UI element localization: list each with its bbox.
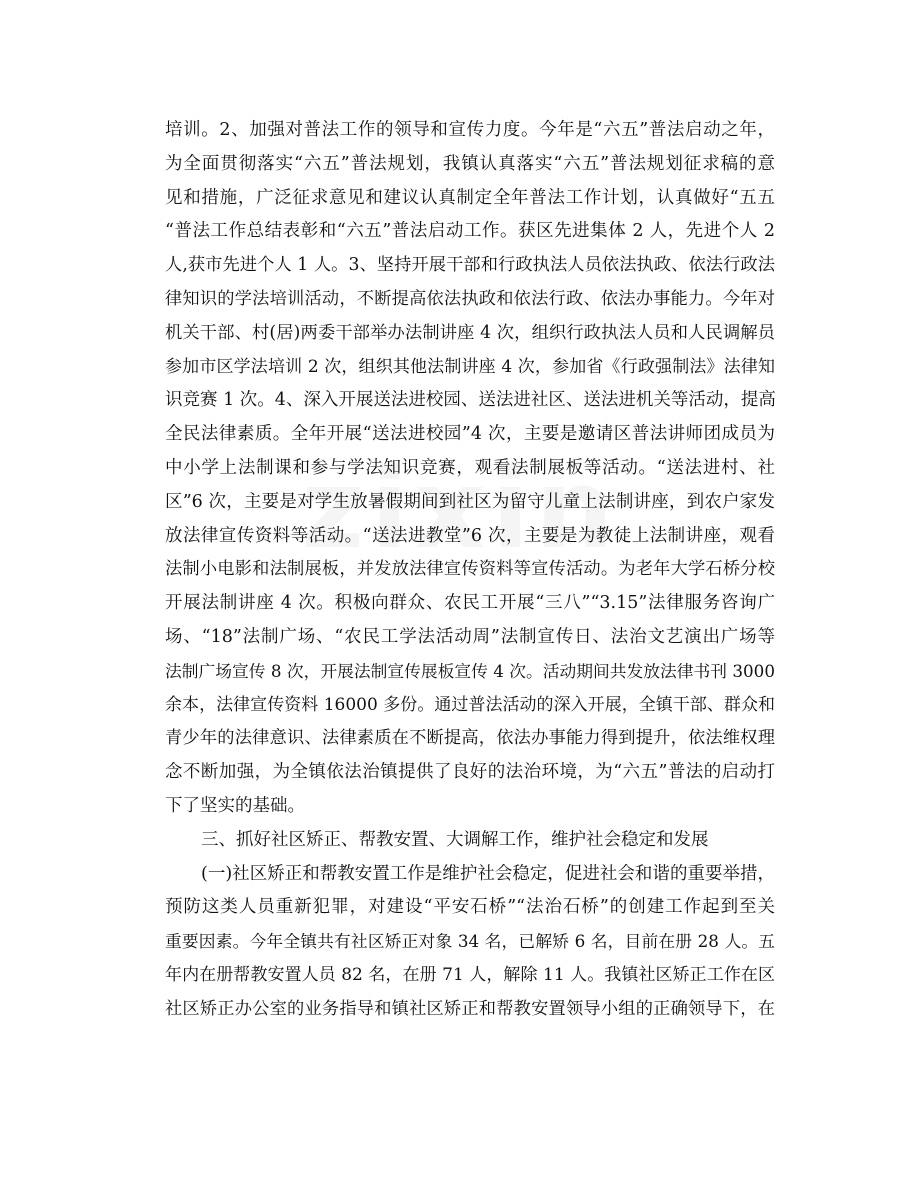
text-line: 法制广场宣传 8 次，开展法制宣传展板宣传 4 次。活动期间共发放法律书刊 3000 (165, 660, 775, 681)
text-line: 念不断加强，为全镇依法治镇提供了良好的法治环境，为“六五”普法的启动打 (165, 762, 775, 783)
text-line: 法制小电影和法制展板，并发放法律宣传资料等宣传活动。为老年大学石桥分校 (165, 559, 775, 580)
text-line: 为全面贯彻落实“六五”普法规划，我镇认真落实“六五”普法规划征求稿的意 (165, 153, 775, 174)
text-line: 律知识的学法培训活动，不断提高依法执政和依法行政、依法办事能力。今年对 (165, 288, 775, 309)
text-line: 培训。2、加强对普法工作的领导和宣传力度。今年是“六五”普法启动之年， (165, 120, 775, 140)
text-line: 社区矫正办公室的业务指导和镇社区矫正和帮教安置领导小组的正确领导下，在 (165, 998, 775, 1019)
text-line: 识竞赛 1 次。4、深入开展送法进校园、送法进社区、送法进机关等活动，提高 (165, 390, 776, 411)
text-line: 放法律宣传资料等活动。“送法进教堂”6 次，主要是为教徒上法制讲座，观看 (165, 525, 775, 546)
text-line: (一)社区矫正和帮教安置工作是维护社会稳定，促进社会和谐的重要举措， (201, 863, 775, 884)
text-line: 余本，法律宣传资料 16000 多份。通过普法活动的深入开展，全镇干部、群众和 (165, 694, 775, 715)
text-line: 年内在册帮教安置人员 82 名，在册 71 人，解除 11 人。我镇社区矫正工作在区 (165, 964, 775, 985)
text-line: 机关干部、村(居)两委干部举办法制讲座 4 次，组织行政执法人员和人民调解员 (165, 322, 775, 343)
text-line: 重要因素。今年全镇共有社区矫正对象 34 名，已解矫 6 名，目前在册 28 人。五 (165, 931, 775, 952)
text-line: 下了坚实的基础。 (165, 795, 305, 816)
text-line: 区”6 次，主要是对学生放暑假期间到社区为留守儿童上法制讲座，到农户家发 (165, 491, 775, 512)
text-line: 参加市区学法培训 2 次，组织其他法制讲座 4 次，参加省《行政强制法》法律知 (165, 356, 775, 377)
text-line: 青少年的法律意识、法律素质在不断提高，依法办事能力得到提升，依法维权理 (165, 728, 775, 749)
document-body (165, 114, 775, 1027)
text-line: 见和措施，广泛征求意见和建议认真制定全年普法工作计划，认真做好“五五 (165, 187, 775, 208)
section-heading: 三、抓好社区矫正、帮教安置、大调解工作，维护社会稳定和发展 (201, 829, 709, 850)
text-line: “普法工作总结表彰和“六五”普法启动工作。获区先进集体 2 人，先进个人 2 (165, 221, 775, 242)
text-line: 场、“18”法制广场、“农民工学法活动周”法制宣传日、法治文艺演出广场等 (165, 626, 775, 647)
text-line: 中小学上法制课和参与学法知识竞赛，观看法制展板等活动。“送法进村、社 (165, 457, 775, 478)
text-line: 全民法律素质。全年开展“送法进校园”4 次，主要是邀请区普法讲师团成员为 (165, 424, 775, 445)
text-line: 预防这类人员重新犯罪，对建设“平安石桥”“法治石桥”的创建工作起到至关 (165, 897, 775, 918)
text-line: 人,获市先进个人 1 人。3、坚持开展干部和行政执法人员依法执政、依法行政法 (165, 255, 775, 276)
text-line: 开展法制讲座 4 次。积极向群众、农民工开展“三八”“3.15”法律服务咨询广 (165, 593, 775, 614)
